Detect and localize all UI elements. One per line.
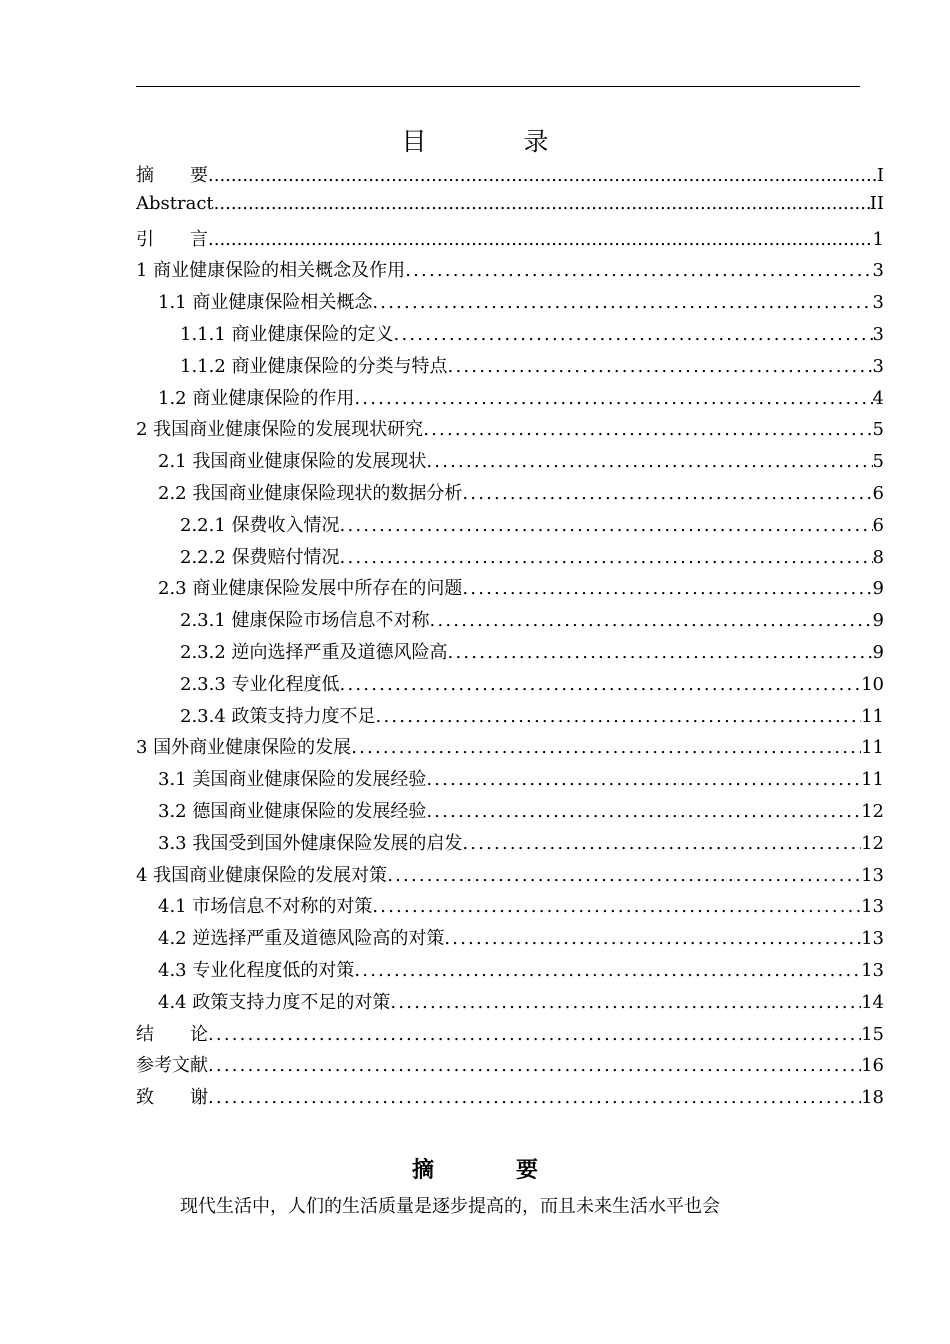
toc-entry-label: 4 我国商业健康保险的发展对策 [136,864,388,886]
toc-leader-dots [430,610,873,631]
toc-leader-dots [390,992,861,1013]
toc-entry-page: 3 [872,260,884,282]
toc-entry-page: 13 [861,896,884,918]
toc-entry[interactable] [136,1051,884,1083]
toc-entry[interactable] [136,765,884,797]
toc-entry-label: 4.3 专业化程度低的对策 [158,959,355,981]
toc-entry-page: 11 [861,769,884,791]
toc-leader-dots [208,1024,861,1045]
toc-entry-page: 12 [861,800,884,822]
toc-entry[interactable] [136,256,884,288]
toc-entry-label: 参考文献 [136,1055,208,1077]
toc-entry-label: 3.1 美国商业健康保险的发展经验 [158,769,427,791]
toc-entry[interactable] [136,606,884,638]
toc-leader-dots [387,865,861,886]
toc-entry-label: 1.2 商业健康保险的作用 [158,387,355,409]
toc-leader-dots [340,515,873,536]
toc-entry-page: 9 [872,641,884,663]
toc-entry-label: 4.4 政策支持力度不足的对策 [158,991,391,1013]
toc-entry-page: 14 [861,991,884,1013]
toc-entry-label: 3 国外商业健康保险的发展 [136,737,352,759]
toc-entry-page: 3 [872,323,884,345]
toc-leader-dots [462,483,872,504]
toc-leader-dots [448,642,873,663]
toc-entry-page: 12 [861,832,884,854]
toc-leader-dots [394,324,873,345]
toc-entry-page: 15 [861,1023,884,1045]
toc-entry-page: 3 [872,355,884,377]
toc-entry-page: 6 [872,482,884,504]
toc-entry-page: 13 [861,864,884,886]
toc-entry[interactable] [136,225,884,257]
toc-entry[interactable] [136,702,884,734]
toc-leader-dots [372,292,872,313]
toc-entry-page: 18 [861,1087,884,1109]
toc-leader-dots [426,769,861,790]
toc-entry[interactable] [136,733,884,765]
toc-entry[interactable] [136,479,884,511]
toc-entry[interactable] [136,511,884,543]
toc-entry-page: 1 [872,228,884,250]
toc-entry-label: 致 谢 [136,1087,208,1109]
toc-entry-label: 1.1.2 商业健康保险的分类与特点 [180,355,448,377]
toc-entry[interactable] [136,415,884,447]
toc-entry[interactable] [136,352,884,384]
toc-entry-label: Abstract [136,192,214,214]
toc-entry-label: 1.1 商业健康保险相关概念 [158,292,373,314]
toc-entry-label: 2.1 我国商业健康保险的发展现状 [158,451,427,473]
toc-entry-label: 1 商业健康保险的相关概念及作用 [136,260,406,282]
toc-leader-dots [444,928,861,949]
toc-entry-label: 2.3.1 健康保险市场信息不对称 [180,610,430,632]
toc-entry-label: 4.1 市场信息不对称的对策 [158,896,373,918]
toc-entry-page: 3 [872,292,884,314]
toc-entry-page: 16 [861,1055,884,1077]
toc-entry[interactable] [136,320,884,352]
toc-entry[interactable] [136,861,884,893]
abstract-title: 摘 要 [411,1158,568,1183]
toc-entry-label: 2.3.4 政策支持力度不足 [180,705,376,727]
toc-entry[interactable] [136,892,884,924]
toc-entry-label: 2.2.1 保费收入情况 [180,514,340,536]
toc-leader-dots [405,260,872,281]
toc-leader-dots [376,706,862,727]
toc-entry[interactable] [136,574,884,606]
toc-entry-page: 9 [872,578,884,600]
toc-entry-label: 3.3 我国受到国外健康保险发展的启发 [158,832,463,854]
toc-entry[interactable] [136,161,884,193]
toc-leader-dots [208,1087,861,1108]
toc-entry-page: 11 [861,737,884,759]
toc-entry-page: II [869,192,884,214]
toc-leader-dots [372,896,861,917]
toc-entry-page: 6 [872,514,884,536]
toc-entry-label: 2 我国商业健康保险的发展现状研究 [136,419,424,441]
toc-entry[interactable] [136,829,884,861]
toc-entry-label: 2.3.2 逆向选择严重及道德风险高 [180,641,448,663]
toc-leader-dots [462,578,872,599]
toc-entry-label: 2.2 我国商业健康保险现状的数据分析 [158,482,463,504]
toc-entry[interactable] [136,670,884,702]
toc-entry[interactable] [136,447,884,479]
toc-leader-dots [423,419,872,440]
toc-leader-dots [208,229,873,250]
toc-leader-dots [208,165,877,186]
toc-leader-dots [340,547,873,568]
toc-entry-label: 引 言 [136,228,208,250]
toc-entry-page: 10 [861,673,884,695]
toc-entry[interactable] [136,638,884,670]
toc-entry-label: 2.3.3 专业化程度低 [180,673,340,695]
toc-leader-dots [214,193,870,214]
toc-entry[interactable] [136,288,884,320]
toc-entry-page: 11 [861,705,884,727]
toc-entry[interactable] [136,988,884,1020]
toc-entry-page: I [876,165,884,186]
toc-entry-page: 5 [872,451,884,473]
toc-entry[interactable] [136,193,884,225]
toc-entry[interactable] [136,924,884,956]
toc-entry-label: 2.2.2 保费赔付情况 [180,546,340,568]
abstract-first-line: 现代生活中，人们的生活质量是逐步提高的，而且未来生活水平也会 [180,1196,720,1217]
toc-leader-dots [340,674,862,695]
toc-leader-dots [354,388,872,409]
header-rule [136,86,860,87]
table-of-contents [136,161,884,1115]
toc-entry-page: 13 [861,959,884,981]
toc-leader-dots [426,801,861,822]
toc-entry-page: 8 [872,546,884,568]
toc-leader-dots [448,356,873,377]
toc-entry-label: 3.2 德国商业健康保险的发展经验 [158,800,427,822]
toc-entry[interactable] [136,543,884,575]
toc-entry[interactable] [136,956,884,988]
toc-entry-label: 4.2 逆选择严重及道德风险高的对策 [158,928,445,950]
toc-title: 目 录 [401,127,585,156]
toc-leader-dots [426,451,872,472]
toc-entry-page: 9 [872,610,884,632]
toc-entry-label: 摘 要 [136,165,208,186]
toc-entry[interactable] [136,1083,884,1115]
toc-leader-dots [354,960,861,981]
toc-entry[interactable] [136,384,884,416]
toc-leader-dots [351,737,861,758]
toc-entry-label: 1.1.1 商业健康保险的定义 [180,323,394,345]
toc-leader-dots [462,833,861,854]
toc-entry-label: 2.3 商业健康保险发展中所存在的问题 [158,578,463,600]
toc-leader-dots [208,1055,861,1076]
toc-entry[interactable] [136,1020,884,1052]
toc-entry-page: 13 [861,928,884,950]
toc-entry-label: 结 论 [136,1023,208,1045]
toc-entry-page: 5 [872,419,884,441]
toc-entry-page: 4 [872,387,884,409]
toc-entry[interactable] [136,797,884,829]
